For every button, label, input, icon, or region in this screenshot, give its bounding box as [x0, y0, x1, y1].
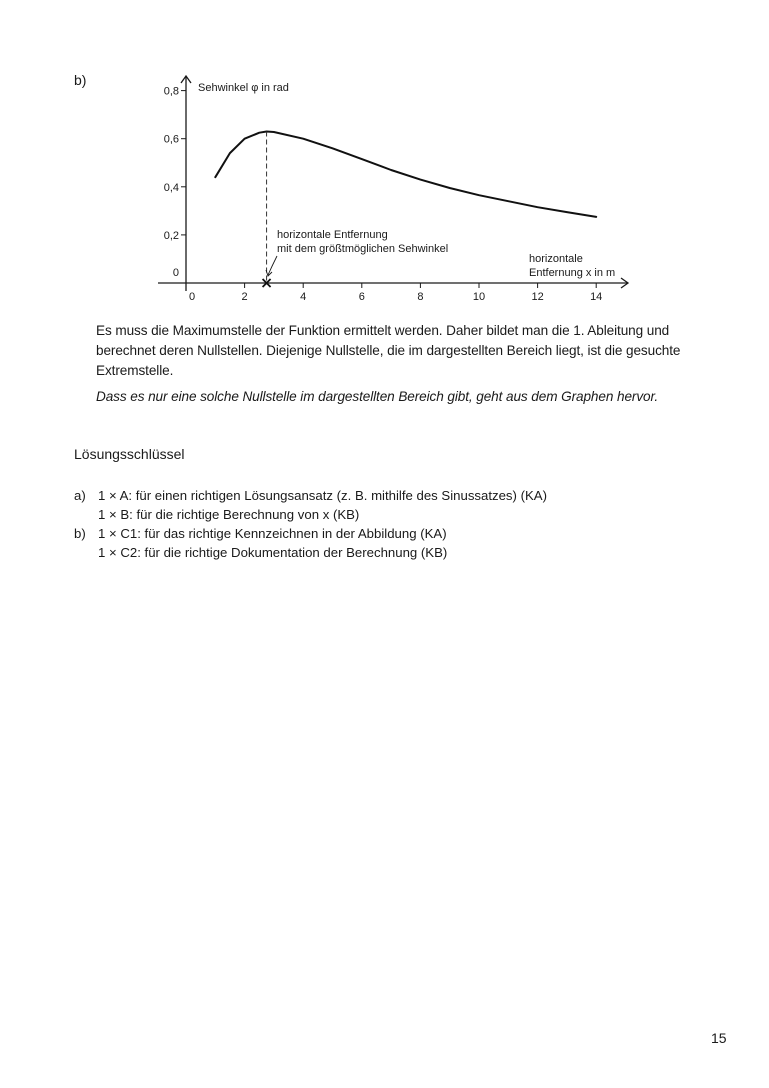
x-tick-label: 8 — [417, 291, 424, 303]
annotation-arrow — [268, 256, 277, 275]
key-row-tag: a) — [74, 488, 86, 503]
key-row-text: 1 × B: für die richtige Berechnung von x (KB) — [98, 507, 360, 522]
y-tick-label: 0 — [172, 267, 179, 279]
x-tick-label: 14 — [590, 291, 603, 303]
key-row-text: 1 × C2: für die richtige Dokumentation der Berechnung (KB) — [98, 545, 448, 560]
key-row-text: 1 × C1: für das richtige Kennzeichnen in der Abbildung (KA) — [98, 526, 447, 541]
y-axis-label: Sehwinkel φ in rad — [198, 82, 289, 94]
y-tick-label: 0,8 — [163, 85, 179, 98]
key-heading: Lösungsschlüssel — [74, 446, 185, 462]
part-b-label: b) — [74, 72, 87, 88]
page-number: 15 — [711, 1030, 727, 1046]
x-tick-label: 4 — [300, 291, 307, 303]
x-tick-label: 12 — [531, 291, 544, 303]
y-tick-label: 0,4 — [163, 181, 179, 194]
x-axis-label-line: Entfernung x in m — [529, 267, 616, 279]
x-tick-label: 6 — [358, 291, 365, 303]
x-axis-label-line: horizontale — [529, 253, 583, 265]
y-tick-label: 0,2 — [163, 229, 179, 242]
key-row-text: 1 × A: für einen richtigen Lösungsansatz (z. B. mithilfe des Sinussatzes) (KA) — [98, 488, 547, 503]
solution-note: Dass es nur eine solche Nullstelle im dargestellten Bereich gibt, geht aus dem Graphen hervor. — [96, 389, 659, 404]
solution-paragraph: Es muss die Maximumstelle der Funktion ermittelt werden. Daher bildet man die 1. Ableitung und berechnet deren Nullstellen. Diejenige Nullstelle, die im dargestellten Bereich liegt, ist die gesuchte Extremstelle. — [96, 323, 681, 378]
x-tick-label: 10 — [472, 291, 486, 303]
y-tick-label: 0,6 — [163, 133, 179, 146]
annotation-line: mit dem größtmöglichen Sehwinkel — [277, 243, 449, 255]
annotation-line: horizontale Entfernung — [277, 229, 388, 241]
key-row-tag: b) — [74, 526, 86, 541]
x-tick-label: 0 — [189, 291, 196, 303]
graph-sehwinkel — [0, 0, 769, 310]
function-curve — [215, 132, 596, 217]
x-tick-label: 2 — [241, 291, 248, 303]
